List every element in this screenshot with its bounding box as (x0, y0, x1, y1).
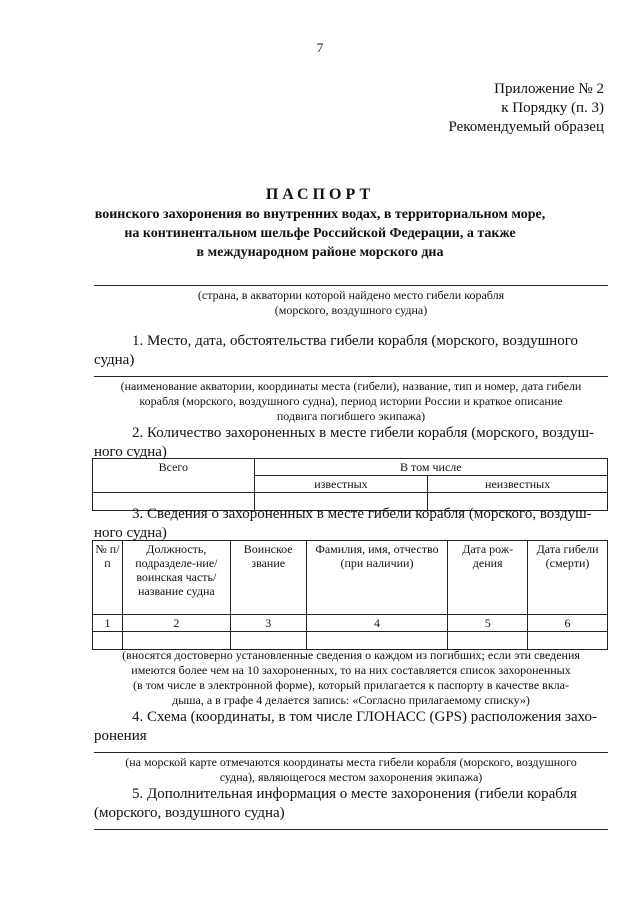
caption-line: (страна, в акватории которой найдено место гибели корабля (197, 288, 505, 302)
section-1 (94, 332, 608, 370)
section-line: 4. Схема (координаты, в том числе ГЛОНАСС (GPS) расположения захо- (132, 709, 598, 725)
caption-1 (94, 379, 608, 424)
burial-count-table (92, 458, 608, 511)
section-3 (94, 505, 608, 543)
input-cell[interactable] (528, 632, 608, 650)
caption-line: корабля (морского, воздушного судна), период истории России и краткое описание (139, 394, 563, 408)
section-4 (94, 708, 608, 746)
page-number: 7 (316, 40, 324, 55)
fill-line (94, 285, 608, 286)
caption-line: (вносятся достоверно установленные сведения о каждом из погибших; если эти сведения (122, 648, 580, 662)
column-number: 2 (122, 615, 230, 632)
header-rank: Воинское звание (230, 541, 306, 615)
header-position: Должность, подразделе-ние/воинская часть/название судна (122, 541, 230, 615)
caption-line: (в том числе в электронной форме), который прилагается к паспорту в качестве вкла- (133, 678, 569, 692)
section-5 (94, 785, 608, 823)
subtitle-line: воинского захоронения во внутренних водах, в территориальном море, (94, 207, 546, 222)
caption-line: подвига погибшего экипажа) (276, 409, 426, 423)
cell-unknown: неизвестных (428, 476, 608, 493)
caption-3 (94, 648, 608, 708)
appendix-line: к Порядку (п. 3) (501, 100, 604, 116)
column-number: 4 (306, 615, 448, 632)
section-2 (94, 424, 608, 462)
section-line: 5. Дополнительная информация о месте захоронения (гибели корабля (132, 786, 577, 802)
fill-line (94, 829, 608, 830)
section-line: 2. Количество захороненных в месте гибели корабля (морского, воздуш- (132, 425, 595, 441)
input-cell[interactable] (93, 632, 123, 650)
input-cell[interactable] (448, 632, 528, 650)
caption-country (94, 288, 608, 318)
column-number: 1 (93, 615, 123, 632)
column-number: 3 (230, 615, 306, 632)
appendix-line: Рекомендуемый образец (448, 119, 604, 135)
caption-line: (на морской карте отмечаются координаты места гибели корабля (морского, воздушного (125, 755, 577, 769)
fill-line (94, 376, 608, 377)
caption-4 (94, 755, 608, 785)
header-full-name: Фамилия, имя, отчество (при наличии) (306, 541, 448, 615)
cell-known: известных (254, 476, 428, 493)
column-number: 6 (528, 615, 608, 632)
cell-total: Всего (93, 459, 255, 493)
section-line: 3. Сведения о захороненных в месте гибели корабля (морского, воздуш- (132, 506, 592, 522)
section-line: 1. Место, дата, обстоятельства гибели корабля (морского, воздушного (132, 333, 578, 349)
subtitle-line: на континентальном шельфе Российской Федерации, а также (124, 226, 516, 241)
subtitle-line: в международном районе морского дна (196, 245, 444, 260)
input-cell[interactable] (306, 632, 448, 650)
section-line: ронения (94, 728, 147, 744)
header-number: № п/п (93, 541, 123, 615)
section-line: ного судна) (94, 525, 167, 541)
section-line: судна) (94, 352, 135, 368)
appendix-line: Приложение № 2 (494, 81, 604, 97)
caption-line: дыша, а в графе 4 делается запись: «Согласно прилагаемому списку») (172, 693, 530, 707)
caption-line: (наименование акватории, координаты места (гибели), название, тип и номер, дата гибели (120, 379, 582, 393)
buried-persons-table (92, 540, 608, 650)
input-cell[interactable] (230, 632, 306, 650)
column-number: 5 (448, 615, 528, 632)
fill-line (94, 752, 608, 753)
section-line: (морского, воздушного судна) (94, 805, 285, 821)
document-subtitle (60, 205, 580, 262)
cell-including: В том числе (254, 459, 607, 476)
caption-line: (морского, воздушного судна) (274, 303, 428, 317)
section-line: ного судна) (94, 444, 167, 460)
caption-line: имеются более чем на 10 захороненных, то на них составляется список захороненных (131, 663, 571, 677)
document-title: ПАСПОРТ (265, 186, 375, 203)
header-birth-date: Дата рож-дения (448, 541, 528, 615)
appendix-block (448, 80, 604, 137)
caption-line: судна), являющегося местом захоронения экипажа) (219, 770, 483, 784)
input-cell[interactable] (122, 632, 230, 650)
header-death-date: Дата гибели (смерти) (528, 541, 608, 615)
